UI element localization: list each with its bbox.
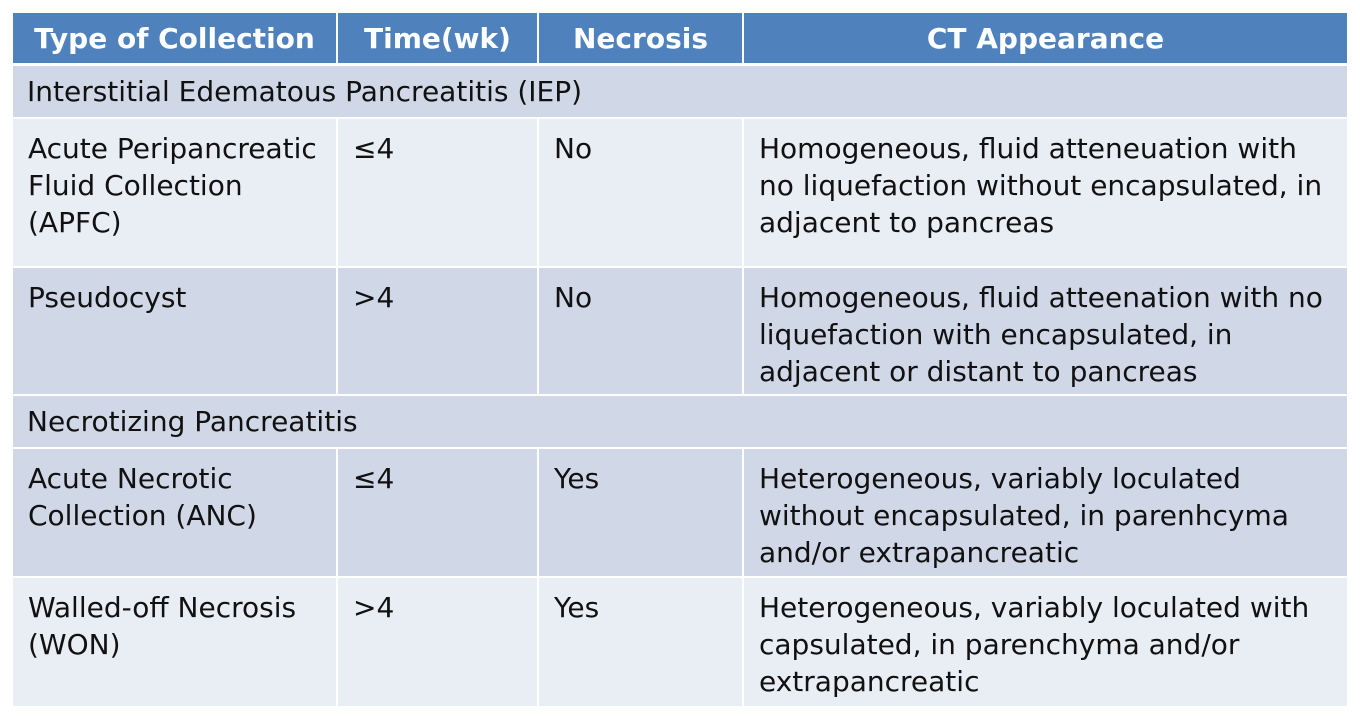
section-title: Necrotizing Pancreatitis [13,395,1347,448]
header-ct-appearance: CT Appearance [743,13,1347,65]
cell-time: >4 [337,267,538,395]
table-header [13,13,1347,65]
section-title: Interstitial Edematous Pancreatitis (IEP) [13,65,1347,119]
cell-type: Walled-off Necrosis (WON) [13,577,337,707]
table-row [13,118,1347,267]
cell-ct-appearance: Homogeneous, fluid atteenation with no liquefaction with encapsulated, in adjacent or distant to pancreas [743,267,1347,395]
header-row [13,13,1347,65]
pancreatic-collections-table [13,13,1347,708]
cell-ct-appearance: Heterogeneous, variably loculated with capsulated, in parenchyma and/or extrapancreatic [743,577,1347,707]
table-row [13,577,1347,707]
cell-time: ≤4 [337,448,538,577]
cell-type: Pseudocyst [13,267,337,395]
cell-ct-appearance: Heterogeneous, variably loculated without encapsulated, in parenhcyma and/or extrapancreatic [743,448,1347,577]
header-type-of-collection: Type of Collection [13,13,337,65]
section-row-necrotizing [13,395,1347,448]
section-row-iep [13,65,1347,119]
cell-time: ≤4 [337,118,538,267]
header-time: Time(wk) [337,13,538,65]
cell-type: Acute Necrotic Collection (ANC) [13,448,337,577]
table-row [13,448,1347,577]
cell-type: Acute Peripancreatic Fluid Collection (APFC) [13,118,337,267]
table-body [13,65,1347,708]
cell-necrosis: Yes [538,577,743,707]
table-row [13,267,1347,395]
cell-necrosis: No [538,118,743,267]
cell-necrosis: No [538,267,743,395]
header-necrosis: Necrosis [538,13,743,65]
cell-necrosis: Yes [538,448,743,577]
cell-time: >4 [337,577,538,707]
cell-ct-appearance: Homogeneous, fluid atteneuation with no liquefaction without encapsulated, in adjacent to pancreas [743,118,1347,267]
